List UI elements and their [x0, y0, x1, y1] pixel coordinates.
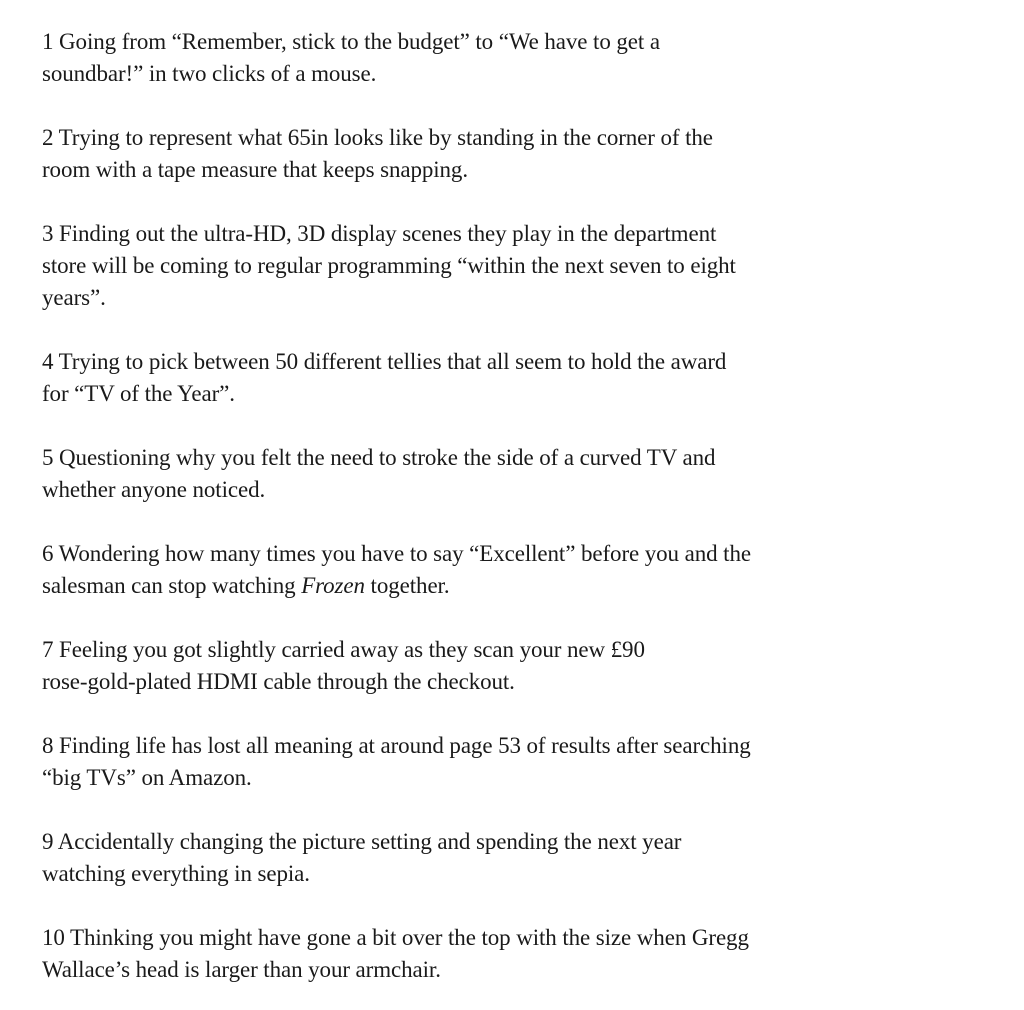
list-item-text: salesman can stop watching	[42, 573, 302, 598]
list-item-line: 4 Trying to pick between 50 different tellies that all seem to hold the award	[42, 349, 727, 374]
list-item-line: 1 Going from “Remember, stick to the budget” to “We have to get a	[42, 29, 660, 54]
list-item	[42, 538, 942, 602]
list-item	[42, 826, 942, 890]
article-list	[42, 26, 942, 986]
list-item-line: 7 Feeling you got slightly carried away as they scan your new £90	[42, 637, 645, 662]
list-item-line: 8 Finding life has lost all meaning at around page 53 of results after searching	[42, 733, 751, 758]
list-item	[42, 218, 942, 314]
list-item-text: together.	[364, 573, 450, 598]
list-item-line: room with a tape measure that keeps snapping.	[42, 157, 468, 182]
list-item-line: Wallace’s head is larger than your armchair.	[42, 957, 441, 982]
list-item-line: 9 Accidentally changing the picture setting and spending the next year	[42, 829, 682, 854]
list-item-line: whether anyone noticed.	[42, 477, 266, 502]
list-item-line: 6 Wondering how many times you have to say “Excellent” before you and the	[42, 541, 751, 566]
list-item-line: “big TVs” on Amazon.	[42, 765, 252, 790]
list-item-line: watching everything in sepia.	[42, 861, 310, 886]
film-title: Frozen	[301, 573, 365, 598]
list-item-line	[42, 570, 942, 602]
list-item-line: store will be coming to regular programming “within the next seven to eight	[42, 253, 736, 278]
list-item-line: for “TV of the Year”.	[42, 381, 235, 406]
list-item	[42, 730, 942, 794]
list-item-line: 10 Thinking you might have gone a bit over the top with the size when Gregg	[42, 925, 749, 950]
list-item-line: soundbar!” in two clicks of a mouse.	[42, 61, 377, 86]
list-item-line: rose-gold-plated HDMI cable through the checkout.	[42, 669, 515, 694]
list-item-line: 2 Trying to represent what 65in looks like by standing in the corner of the	[42, 125, 713, 150]
list-item-line: years”.	[42, 285, 106, 310]
list-item-line: 5 Questioning why you felt the need to stroke the side of a curved TV and	[42, 445, 716, 470]
list-item-line: 3 Finding out the ultra-HD, 3D display scenes they play in the department	[42, 221, 717, 246]
list-item	[42, 922, 942, 986]
list-item	[42, 122, 942, 186]
list-item	[42, 26, 942, 90]
list-item	[42, 442, 942, 506]
list-item	[42, 634, 942, 698]
list-item	[42, 346, 942, 410]
